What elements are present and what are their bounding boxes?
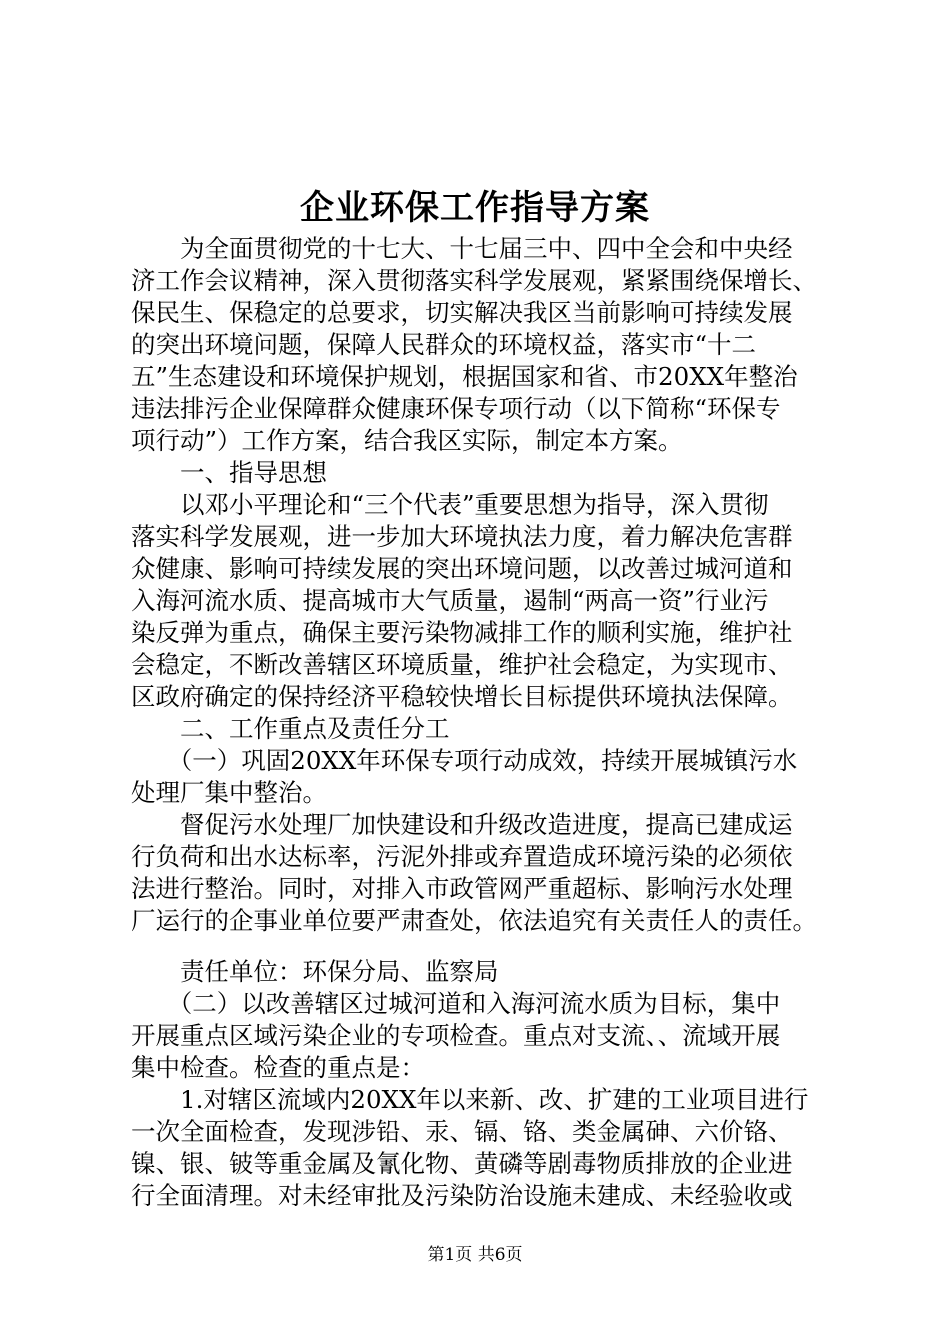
body-line: 督促污水处理厂加快建设和升级改造进度，提高已建成运 bbox=[131, 810, 793, 839]
section-heading: 一、指导思想 bbox=[131, 458, 327, 487]
body-line: 保民生、保稳定的总要求，切实解决我区当前影响可持续发展 bbox=[131, 298, 793, 327]
body-line: 行负荷和出水达标率，污泥外排或弃置造成环境污染的必须依 bbox=[131, 842, 793, 871]
body-line: 区政府确定的保持经济平稳较快增长目标提供环境执法保障。 bbox=[131, 682, 793, 711]
body-line: 项行动”）工作方案，结合我区实际，制定本方案。 bbox=[131, 426, 683, 455]
document-title: 企业环保工作指导方案 bbox=[300, 188, 650, 228]
body-line: 的突出环境问题，保障人民群众的环境权益，落实市“十二 bbox=[131, 330, 757, 359]
body-line: 入海河流水质、提高城市大气质量，遏制“两高一资”行业污 bbox=[131, 586, 769, 615]
body-line: 1.对辖区流域内20XX年以来新、改、扩建的工业项目进行 bbox=[131, 1085, 809, 1114]
body-line: 会稳定，不断改善辖区环境质量，维护社会稳定，为实现市、 bbox=[131, 650, 793, 679]
body-line: 违法排污企业保障群众健康环保专项行动（以下简称“环保专 bbox=[131, 394, 781, 423]
section-heading: 二、工作重点及责任分工 bbox=[131, 714, 450, 743]
body-line: 落实科学发展观，进一步加大环境执法力度，着力解决危害群 bbox=[131, 522, 793, 551]
body-line: 责任单位：环保分局、监察局 bbox=[131, 957, 499, 986]
body-line: 众健康、影响可持续发展的突出环境问题，以改善过城河道和 bbox=[131, 554, 793, 583]
body-line: 济工作会议精神，深入贯彻落实科学发展观，紧紧围绕保增长、 bbox=[131, 266, 817, 295]
body-line: 厂运行的企事业单位要严肃查处，依法追究有关责任人的责任。 bbox=[131, 906, 817, 935]
body-line: 镍、银、铍等重金属及氰化物、黄磷等剧毒物质排放的企业进 bbox=[131, 1149, 793, 1178]
body-line: 染反弹为重点，确保主要污染物减排工作的顺利实施，维护社 bbox=[131, 618, 793, 647]
body-line: 法进行整治。同时，对排入市政管网严重超标、影响污水处理 bbox=[131, 874, 793, 903]
body-line: 开展重点区域污染企业的专项检查。重点对支流、、流域开展 bbox=[131, 1021, 781, 1050]
body-line: （一）巩固20XX年环保专项行动成效，持续开展城镇污水 bbox=[131, 746, 798, 775]
page-number: 第1页 共6页 bbox=[427, 1245, 523, 1265]
body-line: 集中检查。检查的重点是： bbox=[131, 1053, 425, 1082]
body-line: 五”生态建设和环境保护规划，根据国家和省、市20XX年整治 bbox=[131, 362, 798, 391]
body-line: 为全面贯彻党的十七大、十七届三中、四中全会和中央经 bbox=[131, 234, 793, 263]
body-line: 行全面清理。对未经审批及污染防治设施未建成、未经验收或 bbox=[131, 1181, 793, 1210]
body-line: （二）以改善辖区过城河道和入海河流水质为目标，集中 bbox=[131, 989, 781, 1018]
body-line: 以邓小平理论和“三个代表”重要思想为指导，深入贯彻 bbox=[131, 490, 769, 519]
body-line: 一次全面检查，发现涉铅、汞、镉、铬、类金属砷、六价铬、 bbox=[131, 1117, 793, 1146]
body-line: 处理厂集中整治。 bbox=[131, 778, 327, 807]
